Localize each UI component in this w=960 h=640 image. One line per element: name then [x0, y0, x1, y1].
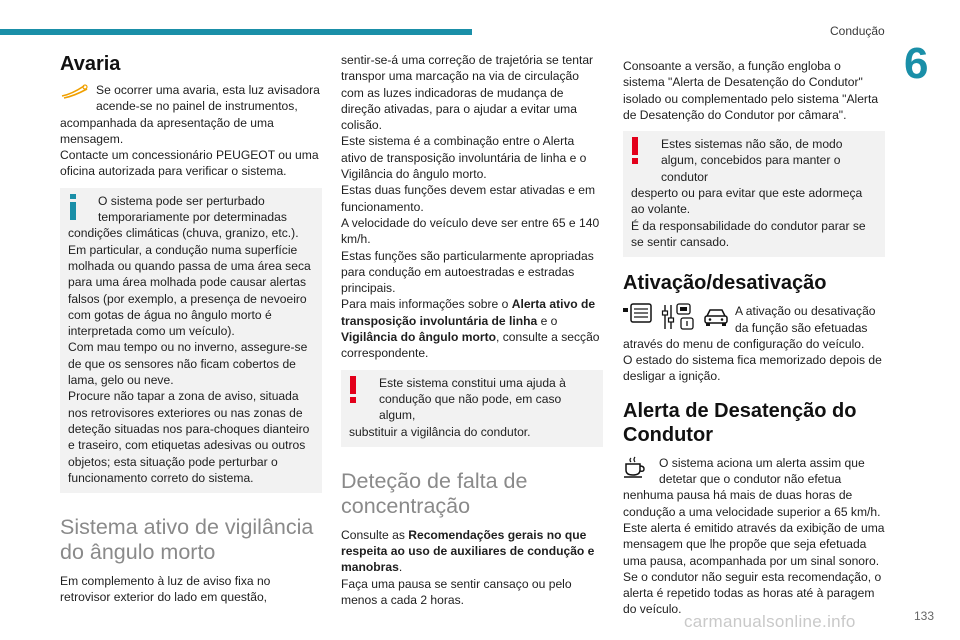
- info-paragraph-2: Em particular, a condução numa superfície molhada ou quando passa de uma área seca para uma área molhada pode causar alertas falsos (por exemplo, a presença de nevoeiro com gotas de água no ângulo morto é interpretada como um veículo).: [68, 242, 311, 339]
- alerta-paragraph-2: Este alerta é emitido através da exibição de uma mensagem que lhe propõe que seja efetuada uma pausa, acompanhada por um sinal sonoro.: [623, 520, 885, 568]
- alerta-heading: Alerta de Desatenção do Condutor: [623, 399, 857, 446]
- column-3: [623, 52, 885, 618]
- col2-paragraph-3: Estas duas funções devem estar ativadas e em funcionamento.: [341, 183, 596, 214]
- exclamation-icon: [631, 137, 639, 169]
- col3-paragraph-1: Consoante a versão, a função engloba o sistema "Alerta de Desatenção do Condutor" isolado ou complementado pelo sistema "Alerta de Desatenção do Condutor por câmara".: [623, 59, 879, 122]
- info-paragraph-3: Com mau tempo ou no inverno, assegure-se de que os sensores não ficam cobertos de lama, gelo ou neve.: [68, 340, 308, 388]
- warning-box-2: [623, 131, 885, 257]
- warning-light-icon: [60, 83, 90, 103]
- car-icon: [703, 307, 729, 331]
- touchscreen-icon: [623, 303, 653, 329]
- settings-sliders-icon: [661, 303, 695, 335]
- sistema-paragraph: Em complemento à luz de aviso fixa no retrovisor exterior do lado em questão,: [60, 574, 271, 605]
- header-accent-bar: [0, 29, 472, 35]
- ativacao-paragraph-2: O estado do sistema fica memorizado depois de desligar a ignição.: [623, 353, 882, 384]
- avaria-heading: Avaria: [60, 53, 121, 75]
- warning-box: [341, 370, 603, 447]
- warning-tail-2: desperto ou para evitar que este adormeça ao volante.: [631, 186, 863, 217]
- detecao-paragraph-2: Faça uma pausa se sentir cansaço ou pelo menos a cada 2 horas.: [341, 576, 572, 608]
- sistema-heading: Sistema ativo de vigilância do ângulo morto: [60, 515, 314, 565]
- section-title: Condução: [830, 24, 885, 38]
- avaria-paragraph: [60, 82, 322, 147]
- ativacao-paragraph: [623, 303, 885, 336]
- coffee-cup-icon: [623, 456, 647, 484]
- col2-paragraph-5: Estas funções são particularmente apropriadas para condução em autoestradas e estradas principais.: [341, 248, 594, 296]
- chapter-number: 6: [904, 39, 929, 88]
- info-tail: condições climáticas (chuva, granizo, etc.).: [68, 226, 299, 241]
- ativacao-tail: através do menu de configuração do veículo.: [623, 336, 865, 351]
- col2-paragraph-2: Este sistema é a combinação entre o Alerta ativo de transposição involuntária de linha e o Vigilância do ângulo morto.: [341, 134, 587, 182]
- avaria-intro: Se ocorrer uma avaria, esta luz avisadora acende-se no painel de instrumentos,: [96, 83, 320, 114]
- detecao-paragraph-1: Consulte as Recomendações gerais no que respeita ao uso de auxiliares de condução e manobras.: [341, 527, 595, 575]
- info-lead: O sistema pode ser perturbado temporariamente por determinadas: [98, 193, 287, 225]
- page-number: 133: [914, 609, 935, 623]
- warning-lead: Este sistema constitui uma ajuda à condução que não pode, em caso algum,: [379, 375, 566, 423]
- info-box: [60, 188, 322, 493]
- col2-paragraph-4: A velocidade do veículo deve ser entre 65 e 140 km/h.: [341, 215, 600, 247]
- exclamation-icon: [349, 376, 357, 408]
- col2-paragraph-6: Para mais informações sobre o Alerta ativo de transposição involuntária de linha e o Vigilância do ângulo morto, consulte a secção correspondente.: [341, 297, 600, 361]
- watermark: carmanualsonline.info: [684, 612, 856, 631]
- avaria-tail: acompanhada da apresentação de uma mensagem.: [60, 115, 274, 146]
- ativacao-lead: A ativação ou desativação da função são efetuadas: [735, 304, 876, 335]
- info-icon: [68, 194, 78, 224]
- info-paragraph-4: Procure não tapar a zona de aviso, situada nos retrovisores exteriores ou nas zonas de deteção situadas nos para-choques dianteiro e traseiro, com etiquetas adesivas ou outros objetos; esta situação pode perturbar o funcionamento correto do sistema.: [68, 389, 310, 485]
- warning-lead-2: Estes sistemas não são, de modo algum, concebidos para manter o condutor: [661, 137, 843, 184]
- alerta-paragraph-3: Se o condutor não seguir esta recomendação, o alerta é repetido todas as horas até à paragem do veículo.: [623, 569, 882, 617]
- column-2: [341, 52, 603, 608]
- alerta-paragraph: [623, 455, 885, 520]
- detecao-heading: Deteção de falta de concentração: [341, 468, 528, 518]
- warning-paragraph-2: É da responsabilidade do condutor parar se se sentir cansado.: [631, 218, 866, 249]
- alerta-lead: O sistema aciona um alerta assim que detetar que o condutor não efetua: [659, 455, 865, 487]
- avaria-contact: Contacte um concessionário PEUGEOT ou uma oficina autorizada para verificar o sistema.: [60, 148, 319, 179]
- warning-tail: substituir a vigilância do condutor.: [349, 424, 531, 439]
- ativacao-heading: Ativação/desativação: [623, 272, 827, 295]
- col2-paragraph-1: sentir-se-á uma correção de trajetória se tentar transpor uma marcação na via de circulação com as luzes indicadoras de mudança de direção ativadas, para o ajudar a evitar uma colisão.: [341, 53, 594, 133]
- alerta-tail: nenhuma pausa há mais de duas horas de condução a uma velocidade superior a 65 km/h.: [623, 488, 881, 519]
- column-1: [60, 52, 322, 606]
